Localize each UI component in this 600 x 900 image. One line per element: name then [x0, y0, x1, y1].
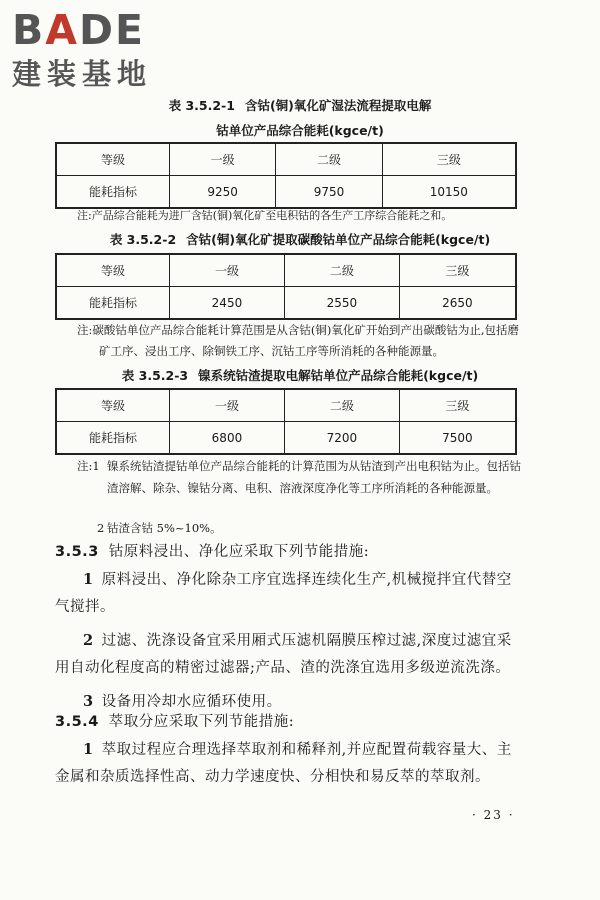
- table-cell: 能耗指标: [56, 176, 170, 209]
- table-header-cell: 等级: [56, 389, 170, 422]
- table-cell: 能耗指标: [56, 287, 170, 320]
- table-cell: 6800: [170, 422, 285, 455]
- table-cell: 7500: [399, 422, 516, 455]
- section-heading: 3.5.4 萃取分应采取下列节能措施:: [55, 714, 295, 730]
- table2: [55, 253, 517, 320]
- list-item: 3 设备用冷却水应循环使用。: [83, 693, 282, 710]
- table3-note1: 注:1 镍系统钴渣提钴单位产品综合能耗的计算范围为从钴渣到产出电积钴为止。包括钴渣溶解、除杂、镍钴分离、电积、溶液深度净化等工序所消耗的各种能源量。: [77, 459, 521, 495]
- table3: [55, 388, 517, 455]
- table-row: [56, 422, 516, 455]
- table-cell: 能耗指标: [56, 422, 170, 455]
- table2-caption: 表 3.5.2-2 含钴(铜)氧化矿提取碳酸钴单位产品综合能耗(kgce/t): [109, 232, 491, 247]
- table-header-cell: 等级: [56, 143, 170, 176]
- list-item: 1 原料浸出、净化除杂工序宜选择连续化生产,机械搅拌宜代替空气搅拌。: [55, 571, 512, 615]
- table-cell: 2550: [284, 287, 399, 320]
- table1-caption-line1: 表 3.5.2-1 含钴(铜)氧化矿湿法流程提取电解: [168, 98, 432, 113]
- list-item: 1 萃取过程应合理选择萃取剂和稀释剂,并应配置荷载容量大、主金属和杂质选择性高、动力学速度快、分相快和易反萃的萃取剂。: [55, 741, 512, 785]
- table-header-row: [56, 389, 516, 422]
- logo-subtitle: 建装基地: [12, 57, 153, 91]
- table-row: [56, 176, 516, 209]
- brand-logo: [10, 6, 180, 90]
- table-header-cell: 三级: [399, 389, 516, 422]
- list-item: 2 过滤、洗涤设备宜采用厢式压滤机隔膜压榨过滤,深度过滤宜采用自动化程度高的精密过滤器;产品、渣的洗涤宜选用多级逆流洗涤。: [55, 632, 512, 676]
- table3-note2: 2 钴渣含钴 5%~10%。: [97, 521, 222, 535]
- table-header-cell: 三级: [382, 143, 516, 176]
- table-header-cell: 一级: [170, 254, 285, 287]
- table-header-cell: 一级: [170, 389, 285, 422]
- table1-caption-line2: 钴单位产品综合能耗(kgce/t): [216, 123, 384, 138]
- table-cell: 2450: [170, 287, 285, 320]
- table-row: [56, 287, 516, 320]
- table-header-cell: 一级: [170, 143, 276, 176]
- table-cell: 2650: [399, 287, 516, 320]
- table-cell: 10150: [382, 176, 516, 209]
- table3-caption: 表 3.5.2-3 镍系统钴渣提取电解钴单位产品综合能耗(kgce/t): [121, 368, 479, 383]
- table1: [55, 142, 517, 209]
- section-heading: 3.5.3 钴原料浸出、净化应采取下列节能措施:: [55, 544, 370, 560]
- table-cell: 9250: [170, 176, 276, 209]
- table1-note: 注:产品综合能耗为进厂含钴(铜)氧化矿至电积钴的各生产工序综合能耗之和。: [77, 209, 453, 222]
- section-3-5-4: [55, 708, 520, 791]
- table-header-row: [56, 143, 516, 176]
- table-header-cell: 等级: [56, 254, 170, 287]
- table-header-row: [56, 254, 516, 287]
- page-number: · 23 ·: [472, 808, 515, 822]
- table-cell: 9750: [276, 176, 382, 209]
- table-header-cell: 二级: [284, 254, 399, 287]
- table-header-cell: 三级: [399, 254, 516, 287]
- table2-note: 注:碳酸钴单位产品综合能耗计算范围是从含钴(铜)氧化矿开始到产出碳酸钴为止,包括磨矿工序、浸出工序、除铜铁工序、沉钴工序等所消耗的各种能源量。: [77, 323, 519, 358]
- table-header-cell: 二级: [284, 389, 399, 422]
- section-3-5-3: [55, 538, 520, 716]
- table-header-cell: 二级: [276, 143, 382, 176]
- table-cell: 7200: [284, 422, 399, 455]
- logo-wordmark: BADE: [12, 6, 146, 54]
